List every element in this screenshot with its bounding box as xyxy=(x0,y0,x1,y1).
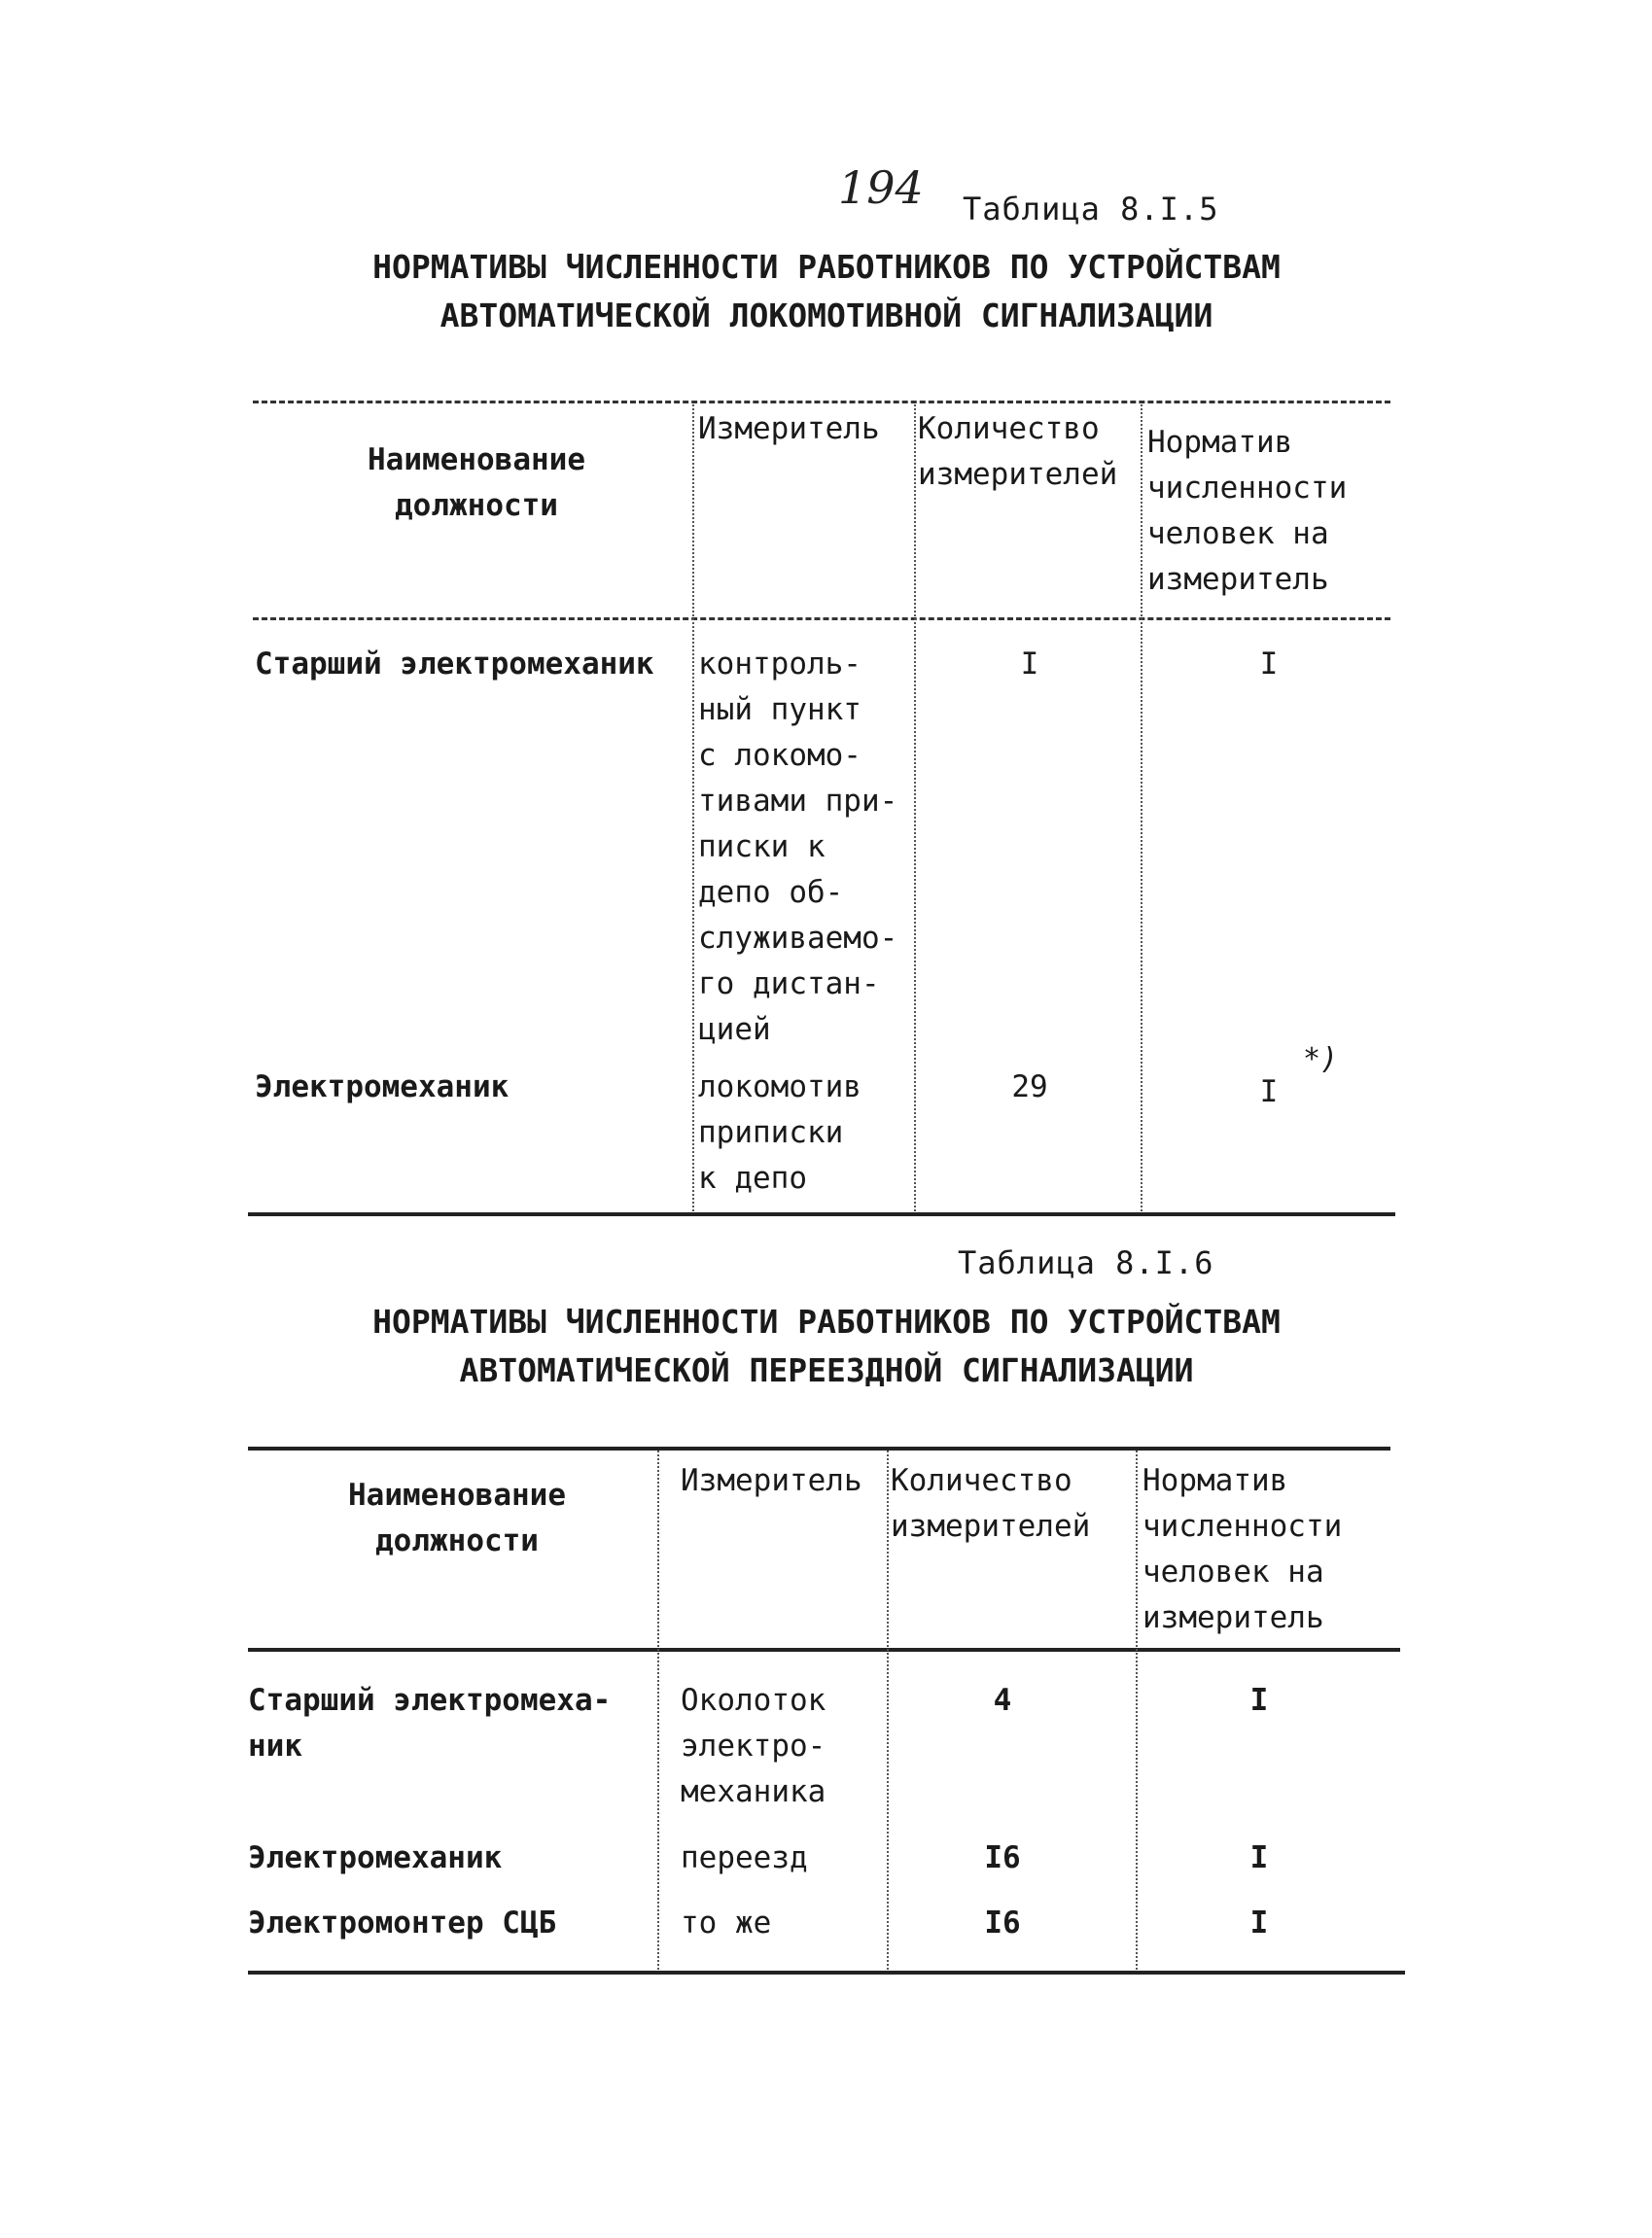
table2-header-count: Количество измерителей xyxy=(891,1463,1091,1544)
table1-col-sep-1 xyxy=(692,404,694,1211)
table1-header-rule xyxy=(253,617,1390,620)
table1-title xyxy=(214,243,1439,340)
table1-row1-norm: I xyxy=(1259,647,1279,682)
table2-row2-position: Электромеханик xyxy=(248,1840,503,1875)
table1-header-count: Количество измерителей xyxy=(918,411,1118,492)
table1-row2-norm: I xyxy=(1259,1074,1279,1109)
table1-row2-position: Электромеханик xyxy=(255,1069,510,1104)
table2-title-line2: АВТОМАТИЧЕСКОЙ ПЕРЕЕЗДНОЙ СИГНАЛИЗАЦИИ xyxy=(459,1351,1194,1389)
table2-row3-count: I6 xyxy=(984,1906,1021,1941)
table2-row3-unit: то же xyxy=(681,1906,772,1941)
table1-label: Таблица 8.I.5 xyxy=(963,191,1219,227)
table2-header-rule xyxy=(248,1648,1400,1652)
table1-row1-unit: контроль- ный пункт с локомо- тивами при- писки к депо об- служиваемо- го дистан- цией xyxy=(698,647,898,1047)
table2-col-sep-3 xyxy=(1136,1451,1138,1970)
table2-bottom-rule xyxy=(248,1971,1405,1975)
table2-title xyxy=(214,1298,1439,1395)
table2-header-position: Наименование должности xyxy=(348,1478,566,1558)
table2-row1-position: Старший электромеха- ник xyxy=(248,1683,612,1764)
table1-row2-count: 29 xyxy=(1011,1069,1048,1104)
table2-header-unit: Измеритель xyxy=(681,1463,862,1498)
table1-row1-position: Старший электромеханик xyxy=(255,647,654,682)
table2-label: Таблица 8.I.6 xyxy=(958,1244,1214,1281)
table2-top-rule xyxy=(248,1447,1390,1451)
table1-header-norm: Норматив численности человек на измеритель xyxy=(1147,425,1348,597)
table2-row1-count: 4 xyxy=(993,1683,1012,1718)
table1-header-unit: Измеритель xyxy=(698,411,880,446)
table1-header-position: Наименование должности xyxy=(368,442,585,523)
table1-bottom-rule xyxy=(248,1212,1395,1216)
table1-title-line1: НОРМАТИВЫ ЧИСЛЕННОСТИ РАБОТНИКОВ ПО УСТРОЙСТВАМ xyxy=(372,248,1281,286)
table2-row1-unit: Околоток электро- механика xyxy=(681,1683,826,1809)
table2-row3-norm: I xyxy=(1249,1906,1269,1941)
table2-row3-position: Электромонтер СЦБ xyxy=(248,1906,557,1941)
table1-row2-unit: локомотив приписки к депо xyxy=(698,1069,861,1196)
table1-title-line2: АВТОМАТИЧЕСКОЙ ЛОКОМОТИВНОЙ СИГНАЛИЗАЦИИ xyxy=(439,297,1213,334)
table2-row1-norm: I xyxy=(1249,1683,1269,1718)
table2-col-sep-1 xyxy=(657,1451,659,1970)
table2-row2-norm: I xyxy=(1249,1840,1269,1875)
table2-row2-unit: переезд xyxy=(681,1840,808,1875)
table1-row1-count: I xyxy=(1020,647,1039,682)
page-number: 194 xyxy=(838,161,924,214)
table1-row2-footnote-mark: *) xyxy=(1303,1042,1339,1076)
table2-title-line1: НОРМАТИВЫ ЧИСЛЕННОСТИ РАБОТНИКОВ ПО УСТРОЙСТВАМ xyxy=(372,1303,1281,1341)
table2-row2-count: I6 xyxy=(984,1840,1021,1875)
table1-top-rule xyxy=(253,401,1390,403)
table2-header-norm: Норматив численности человек на измеритель xyxy=(1142,1463,1343,1635)
